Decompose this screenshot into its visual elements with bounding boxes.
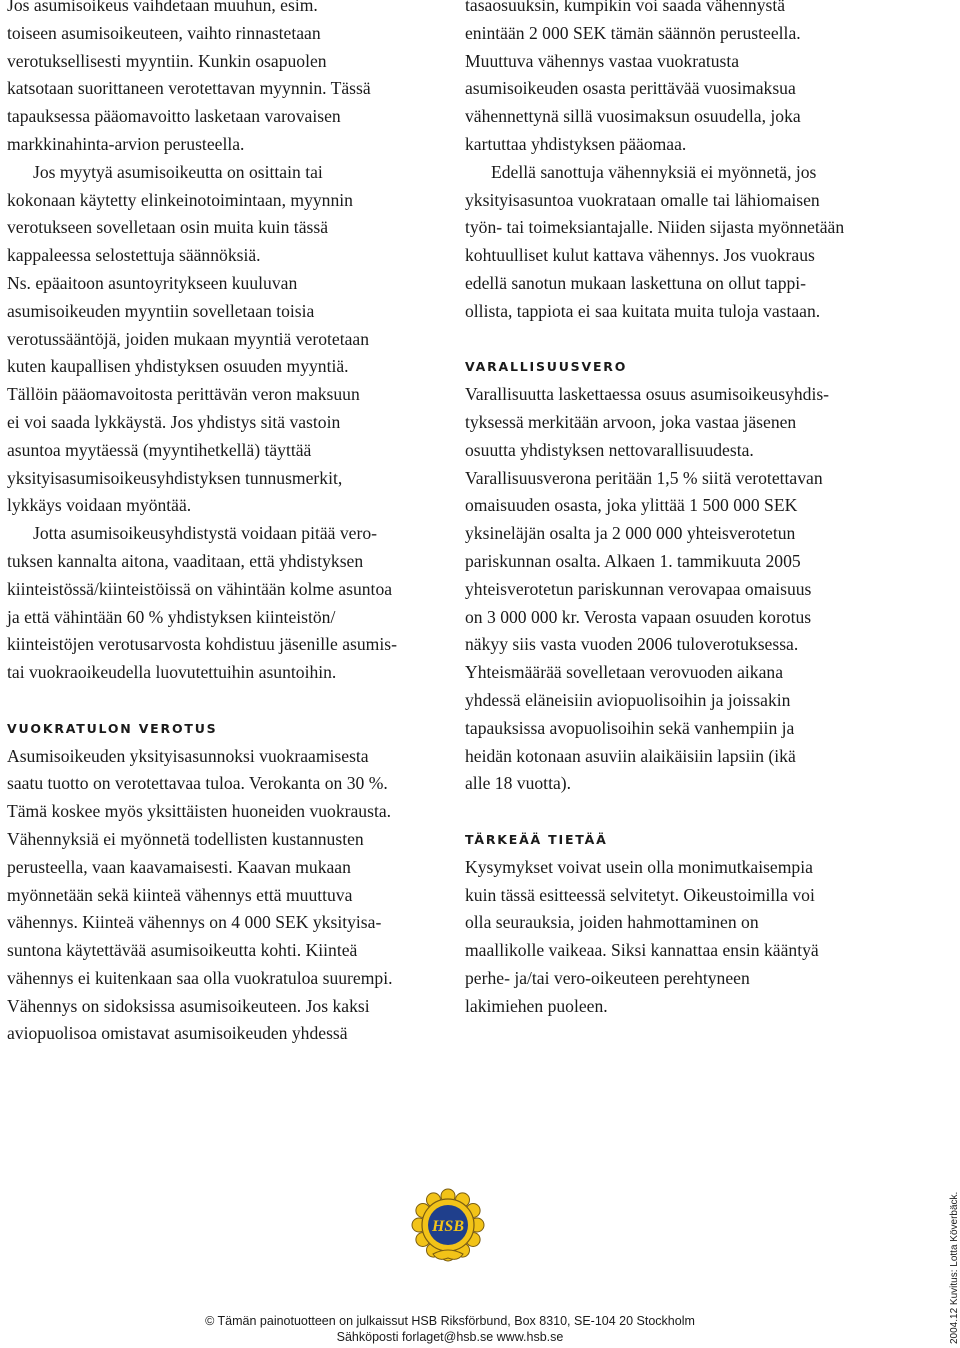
text-line: perusteella, vaan kaavamaisesti. Kaavan mukaan bbox=[7, 856, 351, 877]
section-heading-rental-income: VUOKRATULON VEROTUS bbox=[7, 720, 218, 736]
text-line: osuutta yhdistyksen nettovarallisuudesta. bbox=[465, 439, 754, 460]
text-line: yhdessä eläneisiin aviopuolisoihin ja joissakin bbox=[465, 689, 791, 710]
text-line: ollista, tappiota ei saa kuitata muita tuloja vastaan. bbox=[465, 300, 821, 321]
text-line: ja että vähintään 60 % yhdistyksen kiinteistön/ bbox=[7, 606, 336, 627]
text-line: Ns. epäaitoon asuntoyritykseen kuuluvan bbox=[7, 272, 298, 293]
text-line: Kysymykset voivat usein olla monimutkaisempia bbox=[465, 856, 813, 877]
text-line: tapauksissa avopuolisoihin sekä vanhempiin ja bbox=[465, 717, 795, 738]
text-line: alle 18 vuotta). bbox=[465, 773, 572, 794]
text-line: asumisoikeuden myyntiin sovelletaan toisia bbox=[7, 300, 315, 321]
text-line: myönnetään sekä kiinteä vähennys että muuttuva bbox=[7, 884, 353, 905]
text-line: saatu tuotto on verotettavaa tuloa. Verokanta on 30 %. bbox=[7, 773, 388, 794]
hsb-emblem-icon bbox=[411, 1188, 485, 1268]
text-line: näkyy siis vasta vuoden 2006 tuloverotuksessa. bbox=[465, 634, 799, 655]
text-line: Tämä koskee myös yksittäisten huoneiden vuokrausta. bbox=[7, 801, 392, 822]
text-line: Jotta asumisoikeusyhdistystä voidaan pitää vero- bbox=[33, 523, 377, 544]
text-line: katsotaan suorittaneen verotettavan myynnin. Tässä bbox=[7, 78, 371, 99]
text-line: kartuttaa yhdistyksen pääomaa. bbox=[465, 133, 687, 154]
text-line: kiinteistöjen verotusarvosta kohdistuu jäsenille asumis- bbox=[7, 634, 397, 655]
footer-publisher: © Tämän painotuotteen on julkaissut HSB Riksförbund, Box 8310, SE-104 20 Stockholm bbox=[205, 1314, 695, 1328]
text-line: Vähennys on sidoksissa asumisoikeuteen. Jos kaksi bbox=[7, 995, 370, 1016]
right-column bbox=[465, 0, 905, 1020]
paragraph bbox=[465, 0, 905, 159]
text-line: perhe- ja/tai vero-oikeuteen perehtyneen bbox=[465, 967, 750, 988]
paragraph bbox=[7, 743, 447, 1049]
paragraph bbox=[7, 159, 447, 270]
left-column bbox=[7, 0, 447, 1048]
text-line: pariskunnan osalta. Alkaen 1. tammikuuta 2005 bbox=[465, 550, 801, 571]
text-line: Asumisoikeuden yksityisasunnoksi vuokraamisesta bbox=[7, 745, 369, 766]
text-line: kokonaan käytetty elinkeinotoimintaan, myynnin bbox=[7, 189, 353, 210]
text-line: omaisuuden osasta, joka ylittää 1 500 000 SEK bbox=[465, 495, 798, 516]
paragraph bbox=[7, 270, 447, 520]
section-heading-wealth-tax: VARALLISUUSVERO bbox=[465, 359, 628, 375]
text-line: Varallisuutta laskettaessa osuus asumisoikeusyhdis- bbox=[465, 384, 830, 405]
text-line: lakimiehen puoleen. bbox=[465, 995, 608, 1016]
text-line: enintään 2 000 SEK tämän säännön perusteella. bbox=[465, 22, 801, 43]
text-line: Muuttuva vähennys vastaa vuokratusta bbox=[465, 50, 740, 71]
text-line: heidän kotonaan asuviin alaikäisiin lapsiin (ikä bbox=[465, 745, 796, 766]
text-line: kuin tässä esitteessä selvitetyt. Oikeustoimilla voi bbox=[465, 884, 815, 905]
text-line: verotuksellisesti myyntiin. Kunkin osapuolen bbox=[7, 50, 327, 71]
text-line: ei voi saada lykkäystä. Jos yhdistys sitä vastoin bbox=[7, 411, 341, 432]
text-line: yksityisasumisoikeusyhdistyksen tunnusmerkit, bbox=[7, 467, 343, 488]
text-line: yksityisasuntoa vuokrataan omalle tai lähiomaisen bbox=[465, 189, 820, 210]
paragraph bbox=[465, 159, 905, 326]
text-line: vähennys ei kuitenkaan saa olla vuokratuloa suurempi. bbox=[7, 967, 393, 988]
text-line: tuksen kannalta aitona, vaaditaan, että yhdistyksen bbox=[7, 550, 364, 571]
text-line: Edellä sanottuja vähennyksiä ei myönnetä, jos bbox=[491, 161, 817, 182]
text-line: asuntoa myytäessä (myyntihetkellä) täyttää bbox=[7, 439, 312, 460]
paragraph bbox=[7, 0, 447, 159]
footer-contact: Sähköposti forlaget@hsb.se www.hsb.se bbox=[336, 1330, 564, 1344]
text-line: kohtuulliset kulut kattava vähennys. Jos vuokraus bbox=[465, 245, 815, 266]
paragraph bbox=[7, 520, 447, 687]
text-line: markkinahinta-arvion perusteella. bbox=[7, 133, 245, 154]
footer bbox=[150, 1313, 750, 1345]
text-line: Jos myytyä asumisoikeutta on osittain tai bbox=[33, 161, 323, 182]
text-line: vähennettynä sillä vuosimaksun osuudella, joka bbox=[465, 106, 801, 127]
text-line: aviopuolisoa omistavat asumisoikeuden yhdessä bbox=[7, 1023, 348, 1044]
paragraph bbox=[465, 854, 905, 1021]
text-line: Jos asumisoikeus vaihdetaan muuhun, esim. bbox=[7, 0, 318, 15]
text-line: kuten kaupallisen yhdistyksen osuuden myyntiä. bbox=[7, 356, 349, 377]
text-line: lykkäys voidaan myöntää. bbox=[7, 495, 192, 516]
section-heading-important: TÄRKEÄÄ TIETÄÄ bbox=[465, 831, 608, 847]
hsb-logo bbox=[411, 1188, 485, 1268]
text-line: on 3 000 000 kr. Verosta vapaan osuuden korotus bbox=[465, 606, 812, 627]
text-line: suntona käytettävää asumisoikeutta kohti. Kiinteä bbox=[7, 940, 358, 961]
text-line: kappaleessa selostettuja säännöksiä. bbox=[7, 245, 261, 266]
text-line: yhteisverotetun pariskunnan verovapaa omaisuus bbox=[465, 578, 812, 599]
side-credit: 2004.12 Kuvitus: Lotta Köverbäck. bbox=[949, 1191, 960, 1344]
text-line: yksineläjän osalta ja 2 000 000 yhteisverotetun bbox=[465, 523, 796, 544]
text-line: verotussääntöjä, joiden mukaan myyntiä verotetaan bbox=[7, 328, 370, 349]
text-line: työn- tai toimeksiantajalle. Niiden sijasta myönnetään bbox=[465, 217, 845, 238]
text-line: maallikolle vaikeaa. Siksi kannattaa ensin kääntyä bbox=[465, 940, 819, 961]
text-line: Yhteismäärää sovelletaan verovuoden aikana bbox=[465, 662, 784, 683]
text-line: Tällöin pääomavoitosta perittävän veron maksuun bbox=[7, 384, 360, 405]
text-line: vähennys. Kiinteä vähennys on 4 000 SEK yksityisa- bbox=[7, 912, 382, 933]
text-line: tasaosuuksin, kumpikin voi saada vähennystä bbox=[465, 0, 786, 15]
text-line: edellä sanotun mukaan laskettuna on ollut tappi- bbox=[465, 272, 807, 293]
paragraph bbox=[465, 381, 905, 798]
text-line: Varallisuusverona peritään 1,5 % siitä verotettavan bbox=[465, 467, 823, 488]
text-line: Vähennyksiä ei myönnetä todellisten kustannusten bbox=[7, 828, 364, 849]
text-line: verotukseen sovelletaan osin muita kuin tässä bbox=[7, 217, 329, 238]
text-line: toiseen asumisoikeuteen, vaihto rinnastetaan bbox=[7, 22, 321, 43]
text-line: olla seurauksia, joiden hahmottaminen on bbox=[465, 912, 759, 933]
text-line: kiinteistössä/kiinteistöissä on vähintään kolme asuntoa bbox=[7, 578, 393, 599]
logo-text: HSB bbox=[431, 1218, 465, 1235]
text-line: tapauksessa pääomavoitto lasketaan varovaisen bbox=[7, 106, 341, 127]
text-line: tai vuokraoikeudella luovutettuihin asuntoihin. bbox=[7, 662, 337, 683]
text-line: tyksessä merkitään arvoon, joka vastaa jäsenen bbox=[465, 411, 797, 432]
text-line: asumisoikeuden osasta perittävää vuosimaksua bbox=[465, 78, 796, 99]
